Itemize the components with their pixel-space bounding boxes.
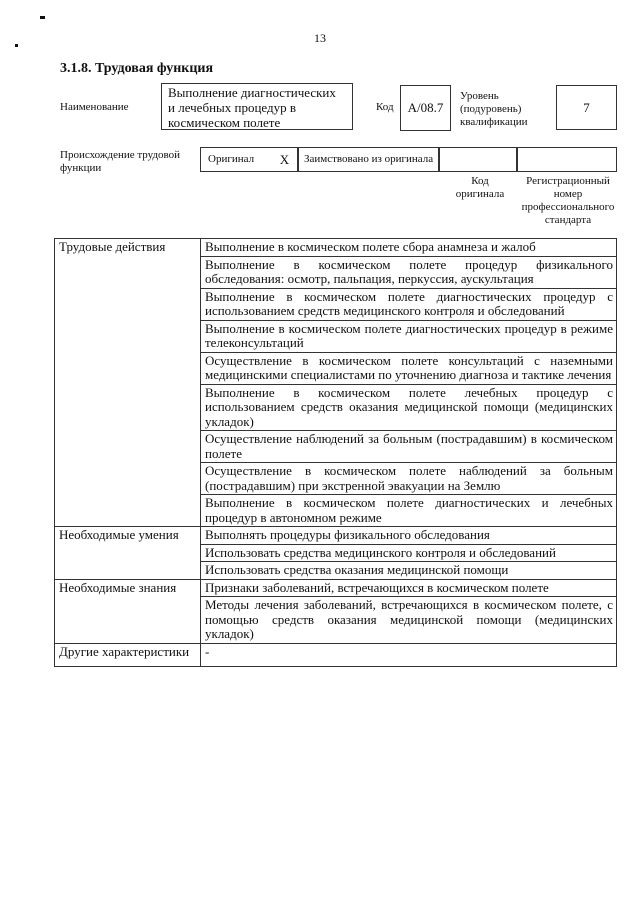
level-label: Уровень (подуровень) квалификации: [460, 90, 528, 128]
name-value: Выполнение диагностических и лечебных процедур в космическом полете: [168, 85, 336, 130]
reg-caption: Регистрационный номер профессионального стандарта: [521, 175, 615, 226]
skill-item: Выполнять процедуры физикального обследования: [201, 527, 617, 545]
scan-mark: [15, 44, 18, 47]
level-value-box: [556, 85, 617, 130]
knowledge-label: Необходимые знания: [55, 579, 201, 643]
other-characteristics-value: -: [201, 643, 617, 666]
original-mark: X: [279, 152, 290, 167]
table-row: [55, 527, 617, 545]
original-mark-cell: [272, 147, 298, 172]
borrowed-label: Заимствовано из оригинала: [304, 153, 434, 165]
labor-function-table: [54, 238, 617, 667]
skill-item: Использовать средства оказания медицинской помощи: [201, 562, 617, 580]
section-title: 3.1.8. Трудовая функция: [60, 61, 214, 76]
table-row: [55, 579, 617, 597]
borrowed-cell: [298, 147, 439, 172]
code-value-box: [400, 85, 451, 131]
labor-actions-label: Трудовые действия: [55, 239, 201, 527]
code-value: A/08.7: [407, 100, 444, 115]
labor-action-item: Выполнение в космическом полете диагностических процедур с использованием средств медицинского контроля и обследований: [201, 288, 617, 320]
level-value: 7: [583, 99, 590, 115]
code-caption: Код оригинала: [455, 175, 505, 200]
labor-action-item: Выполнение в космическом полете процедур физикального обследования: осмотр, пальпация, перкуссия, аускультация: [201, 256, 617, 288]
labor-action-item: Выполнение в космическом полете лечебных процедур с использованием средств оказания медицинской помощи (медицинских укладок): [201, 384, 617, 431]
name-value-box: [161, 83, 353, 130]
skill-item: Использовать средства медицинского контроля и обследований: [201, 544, 617, 562]
other-characteristics-label: Другие характеристики: [55, 643, 201, 666]
skills-label: Необходимые умения: [55, 527, 201, 580]
original-code-cell: [439, 147, 517, 172]
original-cell: [200, 147, 272, 172]
knowledge-item: Признаки заболеваний, встречающихся в космическом полете: [201, 579, 617, 597]
scan-mark: [40, 16, 45, 19]
table-row: [55, 239, 617, 257]
original-label: Оригинал: [208, 153, 255, 165]
name-label: Наименование: [60, 101, 129, 113]
origin-label: Происхождение трудовой функции: [60, 149, 181, 174]
labor-action-item: Выполнение в космическом полете диагностических и лечебных процедур в автономном режиме: [201, 495, 617, 527]
knowledge-item: Методы лечения заболеваний, встречающихся в космическом полете, с помощью средств оказания медицинской помощи (медицинских укладок): [201, 597, 617, 644]
labor-action-item: Осуществление в космическом полете консультаций с наземными медицинскими специалистами по уточнению диагноза и тактике лечения: [201, 352, 617, 384]
registration-number-cell: [517, 147, 617, 172]
labor-action-item: Выполнение в космическом полете сбора анамнеза и жалоб: [201, 239, 617, 257]
labor-action-item: Выполнение в космическом полете диагностических процедур в режиме телеконсультаций: [201, 320, 617, 352]
table-row: [55, 643, 617, 666]
labor-action-item: Осуществление наблюдений за больным (пострадавшим) в космическом полете: [201, 431, 617, 463]
code-label: Код: [376, 101, 394, 113]
labor-action-item: Осуществление в космическом полете наблюдений за больным (пострадавшим) при экстренной эвакуации на Землю: [201, 463, 617, 495]
page-number: 13: [314, 31, 326, 45]
